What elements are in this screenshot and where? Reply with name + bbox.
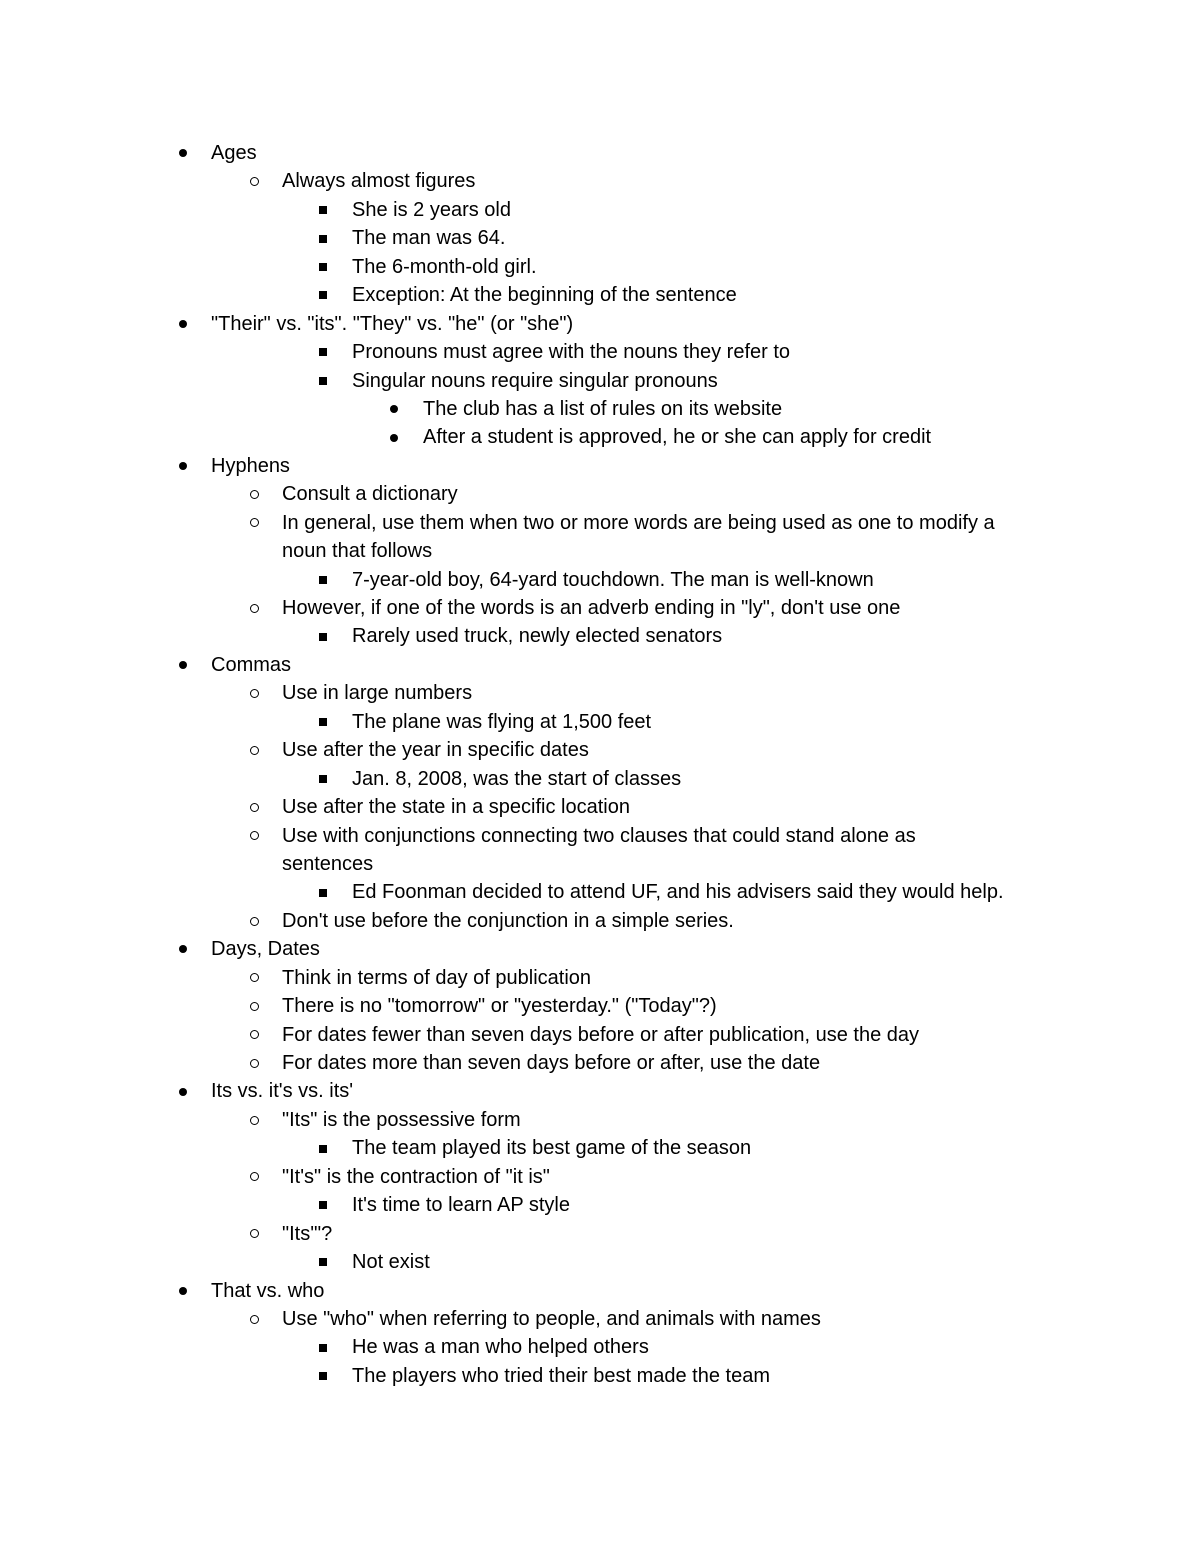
list-item-text: Hyphens (211, 454, 290, 477)
list-item (0, 1362, 1200, 1390)
square-bullet-icon (313, 1333, 333, 1361)
list-item (0, 224, 1200, 252)
square-bullet-icon (313, 1134, 333, 1162)
list-item-text: The 6-month-old girl. (352, 255, 537, 278)
hollow-circle-bullet-icon (244, 736, 264, 764)
list-item-text: "It's" is the contraction of "it is" (282, 1165, 550, 1188)
filled-circle-bullet-icon (173, 310, 193, 338)
list-item (0, 1134, 1200, 1162)
hollow-circle-bullet-icon (244, 679, 264, 707)
list-item-text: Singular nouns require singular pronouns (352, 369, 718, 392)
list-item-text: Consult a dictionary (282, 483, 458, 506)
hollow-circle-bullet-icon (244, 992, 264, 1020)
hollow-circle-bullet-icon (244, 1021, 264, 1049)
hollow-circle-bullet-icon (244, 793, 264, 821)
list-item-text: Commas (211, 653, 292, 676)
document-page (0, 139, 1200, 1390)
square-bullet-icon (313, 566, 333, 594)
list-item (0, 509, 1200, 537)
list-item (0, 708, 1200, 736)
list-item (0, 1191, 1200, 1219)
list-item-text: After a student is approved, he or she can apply for credit (423, 426, 932, 449)
list-item-continuation (0, 537, 1200, 565)
square-bullet-icon (313, 1362, 333, 1390)
list-item (0, 651, 1200, 679)
hollow-circle-bullet-icon (244, 594, 264, 622)
list-item-text: Its vs. it's vs. its' (211, 1080, 354, 1103)
list-item (0, 1077, 1200, 1105)
hollow-circle-bullet-icon (244, 822, 264, 850)
hollow-circle-bullet-icon (244, 1049, 264, 1077)
list-item-text: The club has a list of rules on its website (423, 397, 783, 420)
list-item-text: Ages (211, 142, 257, 164)
list-item-text: The plane was flying at 1,500 feet (352, 710, 652, 733)
list-item-text: Always almost figures (282, 170, 476, 193)
list-item-text: Rarely used truck, newly elected senators (352, 625, 723, 648)
list-item (0, 822, 1200, 850)
list-item-text: For dates fewer than seven days before or after publication, use the day (282, 1023, 920, 1046)
filled-circle-bullet-icon (173, 651, 193, 679)
square-bullet-icon (313, 281, 333, 309)
list-item-text: It's time to learn AP style (352, 1194, 570, 1217)
list-item (0, 765, 1200, 793)
list-item (0, 878, 1200, 906)
list-item-text: Days, Dates (211, 938, 320, 961)
list-item (0, 935, 1200, 963)
list-item (0, 907, 1200, 935)
filled-circle-bullet-icon (384, 423, 404, 451)
list-item-text: 7-year-old boy, 64-yard touchdown. The man is well-known (352, 568, 874, 591)
list-item-text: Use in large numbers (282, 682, 473, 705)
hollow-circle-bullet-icon (244, 964, 264, 992)
list-item-text: However, if one of the words is an adverb ending in "ly", don't use one (282, 597, 901, 619)
list-item (0, 480, 1200, 508)
list-item-text: That vs. who (211, 1279, 325, 1302)
filled-circle-bullet-icon (173, 1277, 193, 1305)
list-item-text: There is no "tomorrow" or "yesterday." ("Today"?) (282, 995, 717, 1018)
list-item (0, 395, 1200, 423)
list-item (0, 1021, 1200, 1049)
square-bullet-icon (313, 367, 333, 395)
list-item (0, 1220, 1200, 1248)
list-item-text: The man was 64. (352, 227, 506, 250)
square-bullet-icon (313, 878, 333, 906)
list-item-text: Use after the state in a specific location (282, 796, 630, 819)
list-item (0, 964, 1200, 992)
square-bullet-icon (313, 1191, 333, 1219)
list-item-text: Exception: At the beginning of the sentence (352, 284, 737, 307)
list-item (0, 622, 1200, 650)
list-item-text: noun that follows (282, 540, 433, 563)
list-item-text: "Its'"? (282, 1222, 333, 1245)
square-bullet-icon (313, 622, 333, 650)
list-item-text: Jan. 8, 2008, was the start of classes (352, 767, 682, 790)
filled-circle-bullet-icon (173, 935, 193, 963)
square-bullet-icon (313, 224, 333, 252)
square-bullet-icon (313, 338, 333, 366)
hollow-circle-bullet-icon (244, 1106, 264, 1134)
list-item (0, 367, 1200, 395)
list-item-text: Use "who" when referring to people, and animals with names (282, 1307, 821, 1330)
list-item-text: He was a man who helped others (352, 1336, 649, 1359)
list-item-text: Ed Foonman decided to attend UF, and his advisers said they would help. (352, 881, 1004, 904)
hollow-circle-bullet-icon (244, 167, 264, 195)
list-item-text: She is 2 years old (352, 198, 511, 221)
list-item (0, 992, 1200, 1020)
hollow-circle-bullet-icon (244, 1220, 264, 1248)
filled-circle-bullet-icon (384, 395, 404, 423)
list-item (0, 1106, 1200, 1134)
hollow-circle-bullet-icon (244, 509, 264, 537)
list-item (0, 167, 1200, 195)
list-item (0, 139, 1200, 167)
list-item-text: In general, use them when two or more words are being used as one to modify a (282, 511, 995, 534)
list-item (0, 679, 1200, 707)
list-item (0, 793, 1200, 821)
list-item (0, 1049, 1200, 1077)
hollow-circle-bullet-icon (244, 907, 264, 935)
list-item-text: "Its" is the possessive form (282, 1108, 521, 1131)
hollow-circle-bullet-icon (244, 1163, 264, 1191)
square-bullet-icon (313, 765, 333, 793)
list-item (0, 1248, 1200, 1276)
list-item (0, 594, 1200, 622)
square-bullet-icon (313, 1248, 333, 1276)
list-item-text: Use with conjunctions connecting two clauses that could stand alone as (282, 824, 916, 847)
list-item (0, 253, 1200, 281)
list-item-text: "Their" vs. "its". "They" vs. "he" (or "she") (211, 312, 574, 335)
list-item (0, 196, 1200, 224)
list-item (0, 338, 1200, 366)
list-item-text: sentences (282, 852, 374, 875)
square-bullet-icon (313, 196, 333, 224)
list-item (0, 281, 1200, 309)
list-item-text: Think in terms of day of publication (282, 966, 592, 989)
list-item (0, 310, 1200, 338)
list-item-text: For dates more than seven days before or after, use the date (282, 1052, 821, 1074)
list-item (0, 1163, 1200, 1191)
list-item-text: Not exist (352, 1251, 430, 1274)
list-item-text: The team played its best game of the season (352, 1137, 752, 1160)
list-item (0, 566, 1200, 594)
list-item (0, 1333, 1200, 1361)
hollow-circle-bullet-icon (244, 1305, 264, 1333)
list-item (0, 736, 1200, 764)
list-item (0, 452, 1200, 480)
square-bullet-icon (313, 708, 333, 736)
filled-circle-bullet-icon (173, 452, 193, 480)
list-item-text: The players who tried their best made the team (352, 1364, 770, 1387)
list-item (0, 1277, 1200, 1305)
hollow-circle-bullet-icon (244, 480, 264, 508)
square-bullet-icon (313, 253, 333, 281)
filled-circle-bullet-icon (173, 139, 193, 167)
list-item-text: Don't use before the conjunction in a simple series. (282, 909, 734, 932)
list-item-continuation (0, 850, 1200, 878)
list-item-text: Pronouns must agree with the nouns they refer to (352, 341, 791, 364)
list-item-text: Use after the year in specific dates (282, 739, 589, 762)
filled-circle-bullet-icon (173, 1077, 193, 1105)
list-item (0, 1305, 1200, 1333)
list-item (0, 423, 1200, 451)
